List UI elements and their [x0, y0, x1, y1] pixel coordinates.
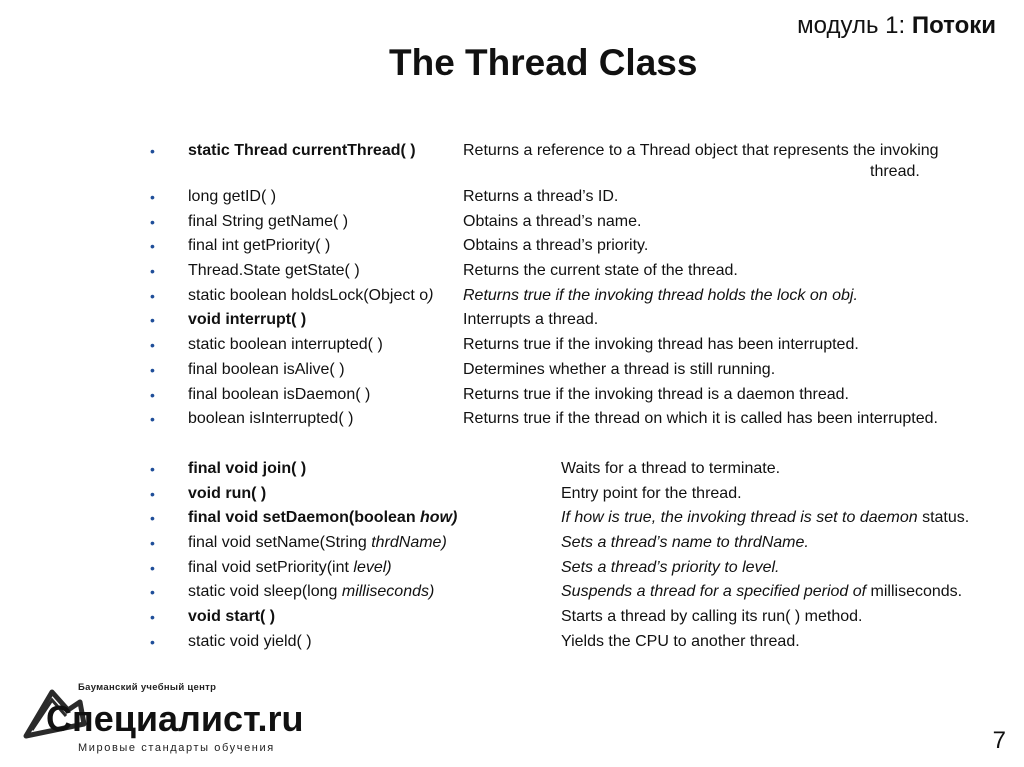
description-text: Yields the CPU to another thread. — [561, 632, 800, 650]
description-text: Returns true if the invoking thread holds the lock on obj. — [463, 286, 858, 304]
description-text: Returns true if the invoking thread is a daemon thread. — [463, 385, 849, 403]
description-text: Interrupts a thread. — [463, 311, 599, 329]
signature-text: final void setName(String — [188, 533, 372, 551]
method-signature — [188, 334, 383, 356]
signature-text: void interrupt( ) — [188, 311, 307, 329]
method-description — [463, 359, 775, 381]
method-description — [463, 285, 858, 307]
method-description — [561, 458, 780, 480]
signature-text: long getID( ) — [188, 188, 277, 205]
bullet-icon: • — [150, 485, 155, 502]
signature-param: milliseconds) — [341, 583, 435, 601]
signature-text: static boolean interrupted( ) — [188, 336, 383, 354]
description-text: Returns the current state of the thread. — [463, 262, 738, 280]
description-tail: milliseconds. — [866, 583, 963, 601]
method-description — [561, 557, 779, 579]
method-signature — [188, 507, 457, 529]
method-signature — [188, 532, 447, 554]
bullet-icon: • — [150, 361, 155, 378]
method-description — [463, 140, 939, 162]
logo — [18, 680, 308, 760]
bullet-icon: • — [150, 559, 155, 576]
description-text: Determines whether a thread is still running. — [463, 360, 776, 378]
bullet-icon: • — [150, 143, 155, 159]
method-signature — [188, 557, 392, 579]
method-description — [463, 260, 738, 282]
description-text: Obtains a thread’s priority. — [463, 237, 649, 255]
method-description — [463, 384, 849, 406]
signature-text: final void join( ) — [188, 459, 307, 477]
method-signature — [188, 483, 266, 505]
bullet-icon: • — [150, 411, 155, 428]
signature-text: final void setPriority(int — [188, 558, 354, 576]
description-text: Returns true if the thread on which it is called has been interrupted. — [463, 410, 938, 428]
signature-text: static void sleep(long — [188, 583, 342, 601]
method-signature — [188, 359, 345, 381]
bullet-icon: • — [150, 510, 155, 527]
method-description — [561, 483, 742, 505]
description-text: Obtains a thread’s name. — [463, 212, 642, 230]
signature-param: ) — [428, 286, 434, 304]
description-continuation: thread. — [870, 163, 920, 180]
bullet-icon: • — [150, 213, 155, 230]
bullet-icon: • — [150, 584, 155, 601]
method-signature — [188, 631, 312, 653]
logo-sub-text: Мировые стандарты обучения — [78, 742, 275, 754]
method-description — [463, 408, 938, 430]
description-text: Returns a thread’s ID. — [463, 188, 619, 205]
description-text: Waits for a thread to terminate. — [561, 459, 781, 477]
description-text: If how is true, the invoking thread is set to daemon — [561, 509, 918, 527]
signature-text: final void setDaemon(boolean — [188, 509, 421, 527]
module-name: Потоки — [911, 12, 996, 39]
description-text: Entry point for the thread. — [561, 484, 742, 502]
signature-text: boolean isInterrupted( ) — [188, 410, 354, 428]
method-signature — [188, 309, 306, 331]
method-description — [561, 606, 862, 628]
method-description — [463, 334, 859, 356]
signature-text: static Thread currentThread( ) — [188, 142, 416, 159]
method-signature — [188, 211, 348, 233]
bullet-icon: • — [150, 189, 155, 205]
module-label — [797, 12, 996, 40]
bullet-icon: • — [150, 386, 155, 403]
signature-text: final boolean isAlive( ) — [188, 360, 345, 378]
method-description — [463, 186, 618, 208]
bullet-icon: • — [150, 238, 155, 255]
bullet-icon: • — [150, 312, 155, 329]
signature-text: void run( ) — [188, 484, 267, 502]
page-number: 7 — [992, 727, 1006, 754]
signature-text: final boolean isDaemon( ) — [188, 385, 371, 403]
slide-title: The Thread Class — [389, 42, 698, 83]
method-signature — [188, 458, 306, 480]
signature-text: Thread.State getState( ) — [188, 262, 360, 280]
description-text: Returns true if the invoking thread has been interrupted. — [463, 336, 859, 354]
description-text: Suspends a thread for a specified period of — [561, 583, 867, 601]
bullet-icon: • — [150, 633, 155, 650]
bullet-icon: • — [150, 287, 155, 304]
bullet-icon: • — [150, 460, 155, 477]
method-signature — [188, 581, 434, 603]
description-text: Sets a thread’s priority to level. — [561, 558, 780, 576]
description-tail: status. — [917, 509, 970, 527]
signature-text: static boolean holdsLock(Object o — [188, 286, 429, 304]
bullet-icon: • — [150, 263, 155, 280]
module-prefix: модуль 1: — [797, 12, 912, 39]
method-signature — [188, 235, 330, 257]
bullet-icon: • — [150, 337, 155, 354]
method-description — [561, 507, 969, 529]
method-signature — [188, 606, 275, 628]
signature-text: void start( ) — [188, 608, 276, 625]
method-signature — [188, 384, 370, 406]
method-description — [463, 211, 641, 233]
method-description — [463, 309, 598, 331]
method-signature — [188, 408, 353, 430]
method-description — [561, 581, 962, 603]
signature-param: thrdName) — [371, 533, 447, 551]
signature-text: final int getPriority( ) — [188, 237, 331, 255]
signature-text: static void yield( ) — [188, 632, 312, 650]
method-signature — [188, 260, 360, 282]
method-description — [463, 235, 648, 257]
logo-top-text: Бауманский учебный центр — [78, 682, 217, 693]
signature-param: level) — [353, 558, 392, 576]
bullet-icon: • — [150, 534, 155, 551]
bullet-icon: • — [150, 609, 155, 625]
description-text: Returns a reference to a Thread object that represents the invoking — [463, 142, 939, 159]
signature-text: final String getName( ) — [188, 212, 349, 230]
signature-param: how) — [420, 509, 458, 527]
method-description — [561, 532, 809, 554]
description-text: Starts a thread by calling its run( ) method. — [561, 608, 863, 625]
method-description — [561, 631, 800, 653]
method-signature — [188, 140, 416, 162]
method-signature — [188, 285, 433, 307]
logo-main-text: Специалист.ru — [46, 698, 304, 739]
method-signature — [188, 186, 276, 208]
description-text: Sets a thread’s name to thrdName. — [561, 533, 809, 551]
